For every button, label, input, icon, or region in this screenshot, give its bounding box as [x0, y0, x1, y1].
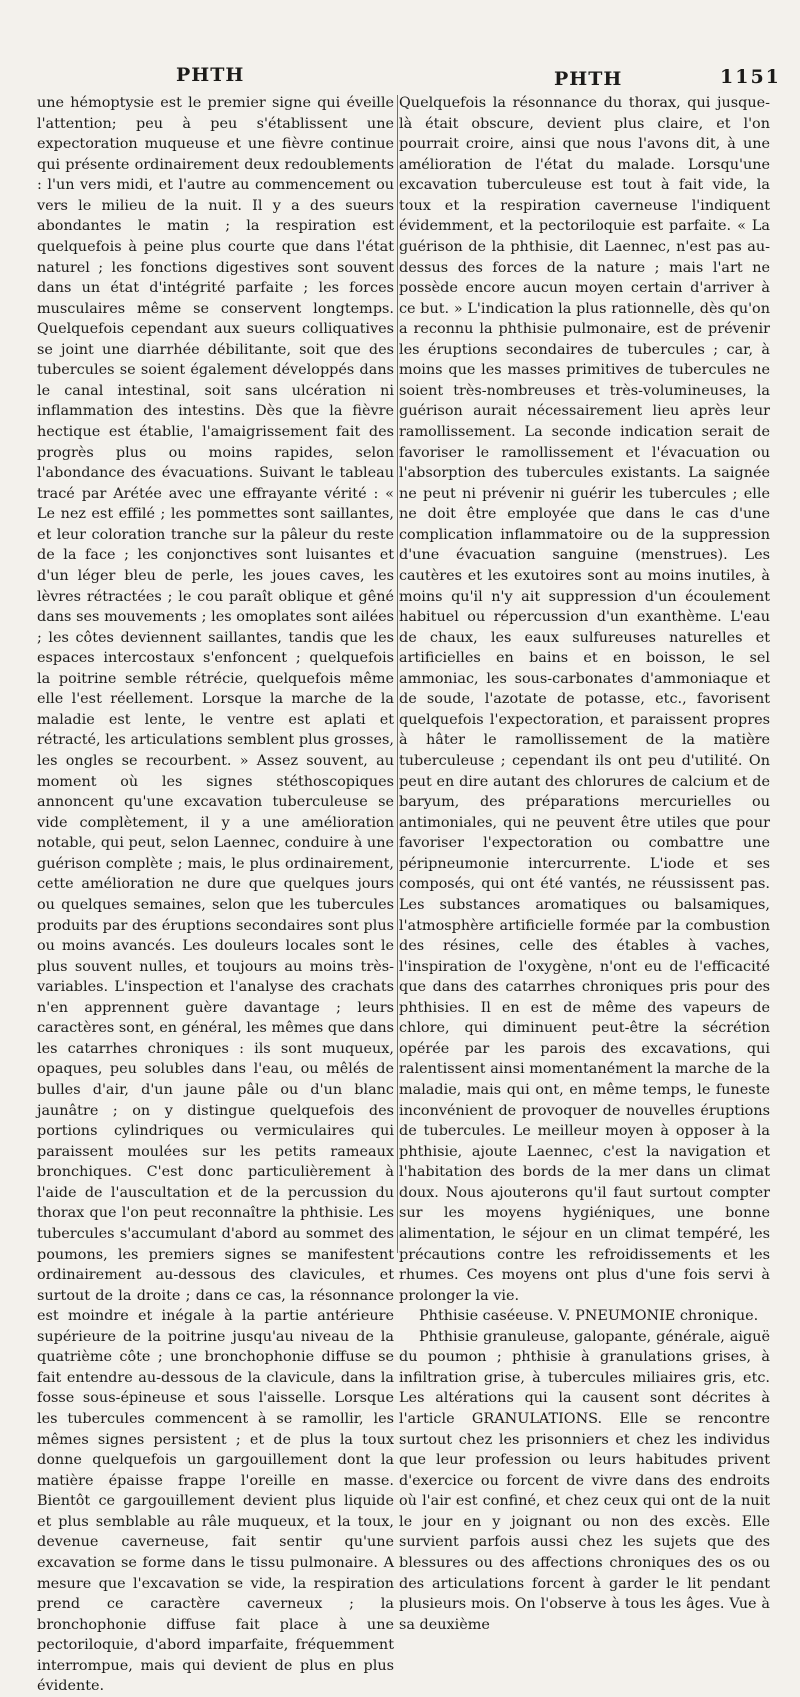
left-running-title: PHTH	[176, 64, 245, 86]
entry-phthisie-granuleuse: Phthisie granuleuse, galopante, générale, aiguë du poumon ; phthisie à granulations grises, à infiltration grise, à tubercules miliaires gris, etc. Les altérations qui la causent sont décrites à l'article GRANULATIONS. Elle se rencontre surtout chez les prisonniers et chez les individus que leur profession ou leurs habitudes privent d'exercice ou forcent de vivre dans des endroits où l'air est confiné, et chez ceux qui ont de la nuit le jour en y joignant ou non des excès. Elle survient parfois aussi chez les sujets que des blessures ou des affections chroniques des os ou des articulations forcent à garder le lit pendant plusieurs mois. On l'observe à tous les âges. Vue à sa deuxième	[399, 1328, 770, 1633]
left-column	[37, 93, 394, 1695]
page-number: 1151	[720, 66, 781, 88]
right-running-title: PHTH	[554, 68, 623, 90]
right-column	[399, 93, 770, 1633]
paragraph: Quelquefois la résonnance du thorax, qui jusque-là était obscure, devient plus claire, et l'on pourrait croire, ainsi que nous l'avons dit, à une amélioration de l'état du malade. Lorsqu'une excavation tuberculeuse est tout à fait vide, la toux et la respiration caverneuse l'indiquent évidemment, et la pectoriloquie est parfaite. « La guérison de la phthisie, dit Laennec, n'est pas au-dessus des forces de la nature ; mais l'art ne possède encore aucun moyen certain d'arriver à ce but. » L'indication la plus rationnelle, dès qu'on a reconnu la phthisie pulmonaire, est de prévenir les éruptions secondaires de tubercules ; car, à moins que les masses primitives de tubercules ne soient très-nombreuses et très-volumineuses, la guérison aurait nécessairement lieu après leur ramollissement. La seconde indication serait de favoriser le ramollissement et l'évacuation ou l'absorption des tubercules existants. La saignée ne peut ni prévenir ni guérir les tubercules ; elle ne doit être employée que dans le cas d'une complication inflammatoire ou de la suppression d'une évacuation sanguine (menstrues). Les cautères et les exutoires sont au moins inutiles, à moins qu'il n'y ait suppression d'un écoulement habituel ou répercussion d'un exanthème. L'eau de chaux, les eaux sulfureuses naturelles et artificielles en bains et en boisson, le sel ammoniac, les sous-carbonates d'ammoniaque et de soude, l'azotate de potasse, etc., favorisent quelquefois l'expectoration, et paraissent propres à hâter le ramollissement de la matière tuberculeuse ; cependant ils ont peu d'utilité. On peut en dire autant des chlorures de calcium et de baryum, des préparations mercurielles ou antimoniales, qui ne peuvent être utiles que pour favoriser l'expectoration ou combattre une péripneumonie intercurrente. L'iode et ses composés, qui ont été vantés, ne réussissent pas. Les substances aromatiques ou balsamiques, l'atmosphère artificielle formée par la combustion des résines, celle des étables à vaches, l'inspiration de l'oxygène, n'ont eu de l'efficacité que dans des catarrhes chroniques pris pour des phthisies. Il en est de même des vapeurs de chlore, qui diminuent peut-être la sécrétion opérée par les parois des excavations, qui ralentissent ainsi momentanément la marche de la maladie, mais qui ont, en même temps, le funeste inconvénient de provoquer de nouvelles éruptions de tubercules. Le meilleur moyen à opposer à la phthisie, ajoute Laennec, c'est la navigation et l'habitation des bords de la mer dans un climat doux. Nous ajouterons qu'il faut surtout compter sur les moyens hygiéniques, une bonne alimentation, le séjour en un climat tempéré, les précautions contre les refroidissements et les rhumes. Ces moyens ont plus d'une fois servi à prolonger la vie.	[399, 95, 770, 1304]
column-divider	[397, 95, 398, 1253]
entry-phthisie-caseeuse: Phthisie caséeuse. V. PNEUMONIE chronique.	[419, 1308, 759, 1325]
paragraph: une hémoptysie est le premier signe qui éveille l'attention; peu à peu s'établissent une expectoration muqueuse et une fièvre continue qui présente ordinairement deux redoublements : l'un vers midi, et l'autre au commencement ou vers le milieu de la nuit. Il y a des sueurs abondantes le matin ; la respiration est quelquefois à peine plus courte que dans l'état naturel ; les fonctions digestives sont souvent dans un état d'intégrité parfaite ; les forces musculaires même se conservent longtemps. Quelquefois cependant aux sueurs colliquatives se joint une diarrhée débilitante, soit que des tubercules se soient également développés dans le canal intestinal, soit sans ulcération ni inflammation des intestins. Dès que la fièvre hectique est établie, l'amaigrissement fait des progrès plus ou moins rapides, selon l'abondance des évacuations. Suivant le tableau tracé par Arétée avec une effrayante vérité : « Le nez est effilé ; les pommettes sont saillantes, et leur coloration tranche sur la pâleur du reste de la face ; les conjonctives sont luisantes et d'un léger bleu de perle, les joues caves, les lèvres rétractées ; le cou paraît oblique et gêné dans ses mouvements ; les omoplates sont ailées ; les côtes deviennent saillantes, tandis que les espaces intercostaux s'enfoncent ; quelquefois la poitrine semble rétrécie, quelquefois même elle l'est réellement. Lorsque la marche de la maladie est lente, le ventre est aplati et rétracté, les articulations semblent plus grosses, les ongles se recourbent. » Assez souvent, au moment où les signes stéthoscopiques annoncent qu'une excavation tuberculeuse se vide complètement, il y a une amélioration notable, qui peut, selon Laennec, conduire à une guérison complète ; mais, le plus ordinairement, cette amélioration ne dure que quelques jours ou quelques semaines, selon que les tubercules produits par des éruptions secondaires sont plus ou moins avancés. Les douleurs locales sont le plus souvent nulles, et toujours au moins très-variables. L'inspection et l'analyse des crachats n'en apprennent guère davantage ; leurs caractères sont, en général, les mêmes que dans les catarrhes chroniques : ils sont muqueux, opaques, peu solubles dans l'eau, ou mêlés de bulles d'air, d'un jaune pâle ou d'un blanc jaunâtre ; on y distingue quelquefois des portions cylindriques ou vermiculaires qui paraissent moulées sur les petits rameaux bronchiques. C'est donc particulièrement à l'aide de l'auscultation et de la percussion du thorax que l'on peut reconnaître la phthisie. Les tubercules s'accumulant d'abord au sommet des poumons, les premiers signes se manifestent ordinairement au-dessous des clavicules, et surtout de la droite ; dans ce cas, la résonnance est moindre et inégale à la partie antérieure supérieure de la poitrine jusqu'au niveau de la quatrième côte ; une bronchophonie diffuse se fait entendre au-dessous de la clavicule, dans la fosse sous-épineuse et sous l'aisselle. Lorsque les tubercules commencent à se ramollir, les mêmes signes persistent ; et de plus la toux donne quelquefois un gargouillement dont la matière épaisse frappe l'oreille en masse. Bientôt ce gargouillement devient plus liquide et plus semblable au râle muqueux, et la toux, devenue caverneuse, fait sentir qu'une excavation se forme dans le tissu pulmonaire. A mesure que l'excavation se vide, la respiration prend ce caractère caverneux ; la bronchophonie diffuse fait place à une pectoriloquie, d'abord imparfaite, fréquemment interrompue, mais qui devient de plus en plus évidente.	[37, 95, 394, 1695]
